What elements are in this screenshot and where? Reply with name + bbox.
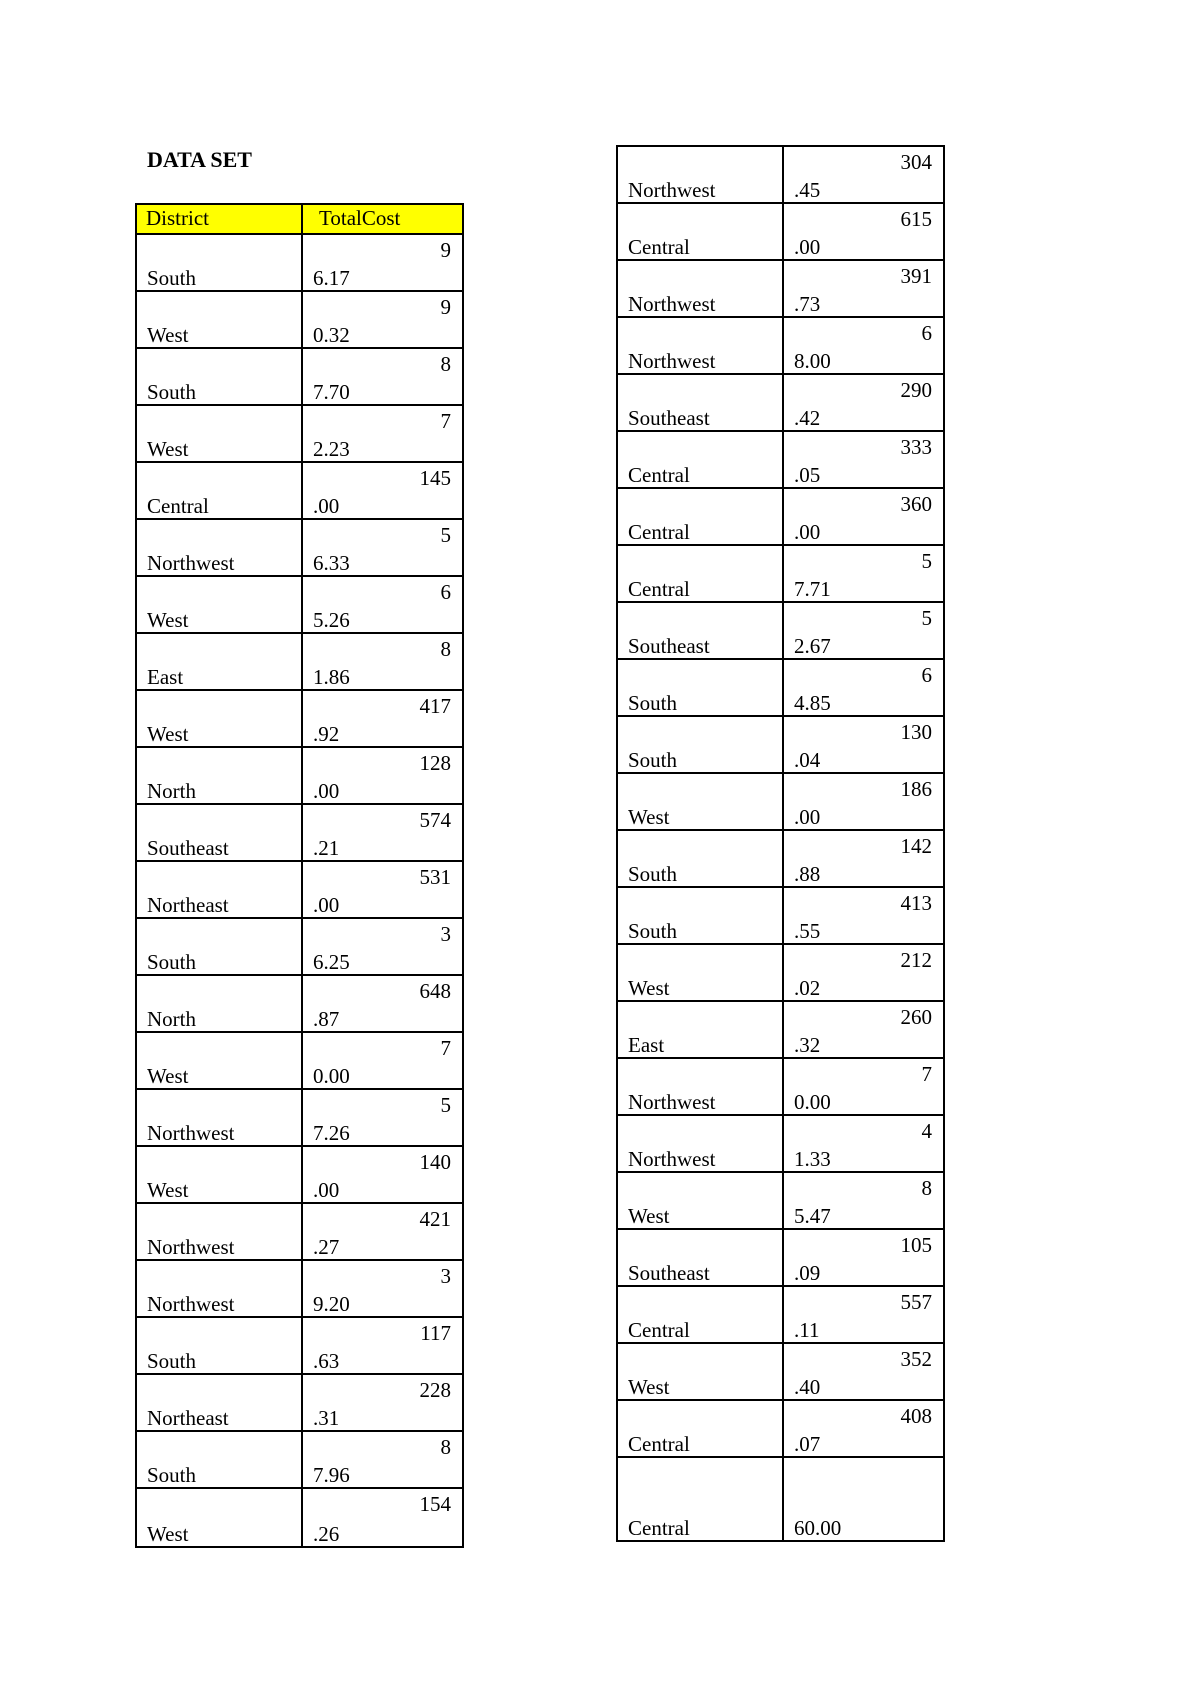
table-row (137, 634, 462, 691)
total-cost-value-upper: 228 (419, 1378, 451, 1402)
header-total-cost: TotalCost (319, 206, 401, 230)
total-cost-cell (784, 204, 943, 259)
total-cost-value-lower: 60.00 (794, 1516, 842, 1540)
total-cost-value-upper: 5 (921, 606, 932, 630)
total-cost-cell (303, 349, 462, 404)
total-cost-value-upper: 8 (440, 352, 451, 376)
table-row (137, 577, 462, 634)
total-cost-value-lower: .00 (313, 893, 340, 917)
total-cost-value-upper: 105 (900, 1233, 932, 1257)
district-label: South (147, 1463, 197, 1487)
total-cost-value-upper: 615 (900, 207, 932, 231)
table-row (618, 1401, 943, 1458)
total-cost-cell (784, 1230, 943, 1285)
total-cost-value-lower: 7.26 (313, 1121, 350, 1145)
district-cell (137, 463, 303, 518)
table-row (618, 1173, 943, 1230)
total-cost-cell (303, 1033, 462, 1088)
total-cost-value-lower: 6.33 (313, 551, 350, 575)
district-label: West (147, 1522, 189, 1546)
district-cell (618, 432, 784, 487)
district-label: West (147, 722, 189, 746)
total-cost-value-lower: .32 (794, 1033, 821, 1057)
district-label: Central (628, 577, 690, 601)
district-label: Northwest (628, 1147, 716, 1171)
district-cell (618, 318, 784, 373)
district-label: West (147, 323, 189, 347)
table-row (137, 520, 462, 577)
district-cell (618, 147, 784, 202)
table-row (137, 1147, 462, 1204)
total-cost-cell (303, 1090, 462, 1145)
district-cell (618, 1287, 784, 1342)
table-row (618, 147, 943, 204)
total-cost-cell (784, 1173, 943, 1228)
total-cost-value-lower: 5.47 (794, 1204, 831, 1228)
total-cost-value-lower: .55 (794, 919, 821, 943)
district-cell (137, 1489, 303, 1546)
district-cell (618, 1401, 784, 1456)
total-cost-value-upper: 413 (900, 891, 932, 915)
total-cost-value-upper: 531 (419, 865, 451, 889)
district-label: West (147, 608, 189, 632)
table-row (137, 349, 462, 406)
total-cost-cell (784, 888, 943, 943)
table-row (137, 292, 462, 349)
table-row (137, 862, 462, 919)
district-cell (137, 1204, 303, 1259)
district-label: West (147, 1064, 189, 1088)
table-row (618, 204, 943, 261)
total-cost-cell (784, 375, 943, 430)
total-cost-cell (784, 1116, 943, 1171)
total-cost-cell (784, 831, 943, 886)
district-label: East (147, 665, 184, 689)
header-district: District (137, 205, 303, 233)
total-cost-cell (784, 717, 943, 772)
total-cost-cell (303, 520, 462, 575)
total-cost-value-lower: .92 (313, 722, 340, 746)
district-cell (618, 1458, 784, 1540)
total-cost-value-lower: .73 (794, 292, 821, 316)
total-cost-value-lower: .63 (313, 1349, 340, 1373)
total-cost-value-lower: .11 (794, 1318, 820, 1342)
data-table-right (616, 145, 945, 1542)
table-row (618, 945, 943, 1002)
total-cost-value-lower: 6.25 (313, 950, 350, 974)
district-label: East (628, 1033, 665, 1057)
table-row (618, 717, 943, 774)
district-cell (618, 546, 784, 601)
total-cost-value-upper: 154 (419, 1492, 451, 1516)
total-cost-value-upper: 4 (921, 1119, 932, 1143)
table-row (618, 603, 943, 660)
district-cell (137, 748, 303, 803)
district-cell (618, 1116, 784, 1171)
district-label: West (628, 1204, 670, 1228)
table-row (137, 1204, 462, 1261)
total-cost-cell (303, 919, 462, 974)
total-cost-cell (784, 546, 943, 601)
total-cost-value-upper: 421 (419, 1207, 451, 1231)
total-cost-value-lower: .00 (313, 1178, 340, 1202)
table-row (618, 1116, 943, 1173)
district-cell (137, 349, 303, 404)
district-label: Central (628, 520, 690, 544)
table-row (137, 1033, 462, 1090)
district-label: Central (147, 494, 209, 518)
district-label: South (628, 748, 678, 772)
district-cell (618, 261, 784, 316)
table-row (618, 375, 943, 432)
district-cell (618, 717, 784, 772)
data-table-left (135, 203, 464, 1548)
table-row (137, 1489, 462, 1546)
total-cost-value-lower: 2.23 (313, 437, 350, 461)
district-cell (618, 1344, 784, 1399)
total-cost-value-lower: 0.00 (794, 1090, 831, 1114)
total-cost-cell (303, 1489, 462, 1546)
district-cell (137, 1432, 303, 1487)
total-cost-value-upper: 260 (900, 1005, 932, 1029)
district-label: Southeast (628, 1261, 710, 1285)
total-cost-value-lower: .42 (794, 406, 821, 430)
total-cost-value-lower: .09 (794, 1261, 821, 1285)
district-cell (618, 1002, 784, 1057)
table-row (618, 489, 943, 546)
district-cell (618, 603, 784, 658)
total-cost-value-lower: .26 (313, 1522, 340, 1546)
total-cost-value-lower: .00 (794, 520, 821, 544)
district-cell (137, 805, 303, 860)
table-row (618, 774, 943, 831)
total-cost-value-upper: 7 (440, 409, 451, 433)
district-label: South (147, 266, 197, 290)
total-cost-cell (303, 1147, 462, 1202)
total-cost-value-lower: .31 (313, 1406, 340, 1430)
total-cost-value-upper: 186 (900, 777, 932, 801)
table-row (137, 1090, 462, 1147)
district-label: South (147, 950, 197, 974)
district-label: Northwest (147, 1235, 235, 1259)
total-cost-value-upper: 304 (900, 150, 932, 174)
district-label: Northwest (628, 292, 716, 316)
total-cost-value-upper: 5 (440, 523, 451, 547)
table-row (137, 691, 462, 748)
district-cell (618, 1230, 784, 1285)
table-row (137, 1318, 462, 1375)
district-label: Southeast (628, 634, 710, 658)
district-cell (618, 888, 784, 943)
total-cost-value-upper: 8 (440, 637, 451, 661)
district-cell (137, 976, 303, 1031)
district-cell (137, 1375, 303, 1430)
total-cost-cell (303, 1261, 462, 1316)
total-cost-cell (303, 1204, 462, 1259)
district-label: Central (628, 1432, 690, 1456)
total-cost-value-lower: .04 (794, 748, 821, 772)
total-cost-value-upper: 3 (440, 922, 451, 946)
table-row (618, 261, 943, 318)
total-cost-value-upper: 8 (440, 1435, 451, 1459)
district-cell (137, 1090, 303, 1145)
total-cost-value-lower: 7.70 (313, 380, 350, 404)
total-cost-value-lower: .00 (794, 805, 821, 829)
total-cost-value-lower: 1.86 (313, 665, 350, 689)
district-cell (618, 204, 784, 259)
total-cost-cell (303, 463, 462, 518)
table-row (137, 805, 462, 862)
total-cost-value-lower: .02 (794, 976, 821, 1000)
total-cost-cell (784, 774, 943, 829)
district-label: Central (628, 463, 690, 487)
total-cost-cell (784, 432, 943, 487)
total-cost-value-lower: .07 (794, 1432, 821, 1456)
total-cost-cell (784, 1344, 943, 1399)
total-cost-value-lower: 6.17 (313, 266, 350, 290)
district-label: Northeast (147, 893, 229, 917)
total-cost-value-upper: 417 (419, 694, 451, 718)
total-cost-cell (784, 660, 943, 715)
district-label: Southeast (628, 406, 710, 430)
total-cost-cell (303, 1318, 462, 1373)
total-cost-value-upper: 3 (440, 1264, 451, 1288)
district-cell (618, 375, 784, 430)
district-label: West (147, 437, 189, 461)
total-cost-value-lower: .21 (313, 836, 340, 860)
district-label: South (628, 919, 678, 943)
total-cost-value-upper: 130 (900, 720, 932, 744)
total-cost-cell (784, 147, 943, 202)
district-cell (137, 520, 303, 575)
total-cost-value-upper: 7 (440, 1036, 451, 1060)
total-cost-value-lower: 0.00 (313, 1064, 350, 1088)
total-cost-cell (303, 406, 462, 461)
total-cost-value-upper: 408 (900, 1404, 932, 1428)
district-cell (618, 660, 784, 715)
total-cost-value-upper: 145 (419, 466, 451, 490)
table-row (618, 318, 943, 375)
table-row (618, 888, 943, 945)
total-cost-value-upper: 117 (420, 1321, 451, 1345)
table-row (618, 660, 943, 717)
table-row (137, 1375, 462, 1432)
total-cost-value-upper: 9 (440, 295, 451, 319)
table-row (137, 976, 462, 1033)
total-cost-cell (303, 235, 462, 290)
district-label: Central (628, 235, 690, 259)
district-label: North (147, 1007, 196, 1031)
total-cost-cell (303, 1375, 462, 1430)
total-cost-value-upper: 5 (921, 549, 932, 573)
total-cost-value-lower: .27 (313, 1235, 340, 1259)
district-cell (137, 862, 303, 917)
total-cost-cell (303, 805, 462, 860)
district-cell (137, 691, 303, 746)
table-row (618, 1059, 943, 1116)
district-cell (618, 945, 784, 1000)
total-cost-cell (784, 318, 943, 373)
total-cost-cell (303, 691, 462, 746)
total-cost-value-lower: 1.33 (794, 1147, 831, 1171)
district-cell (618, 774, 784, 829)
total-cost-value-upper: 6 (921, 321, 932, 345)
district-cell (618, 489, 784, 544)
total-cost-value-lower: .87 (313, 1007, 340, 1031)
total-cost-cell (784, 945, 943, 1000)
total-cost-cell (303, 634, 462, 689)
total-cost-value-upper: 128 (419, 751, 451, 775)
district-cell (137, 577, 303, 632)
total-cost-cell (784, 1401, 943, 1456)
total-cost-cell (784, 1059, 943, 1114)
district-label: West (147, 1178, 189, 1202)
district-cell (137, 292, 303, 347)
total-cost-value-lower: 0.32 (313, 323, 350, 347)
total-cost-cell (784, 1002, 943, 1057)
total-cost-value-upper: 8 (921, 1176, 932, 1200)
total-cost-value-upper: 6 (921, 663, 932, 687)
total-cost-value-lower: .00 (313, 494, 340, 518)
total-cost-value-lower: .00 (794, 235, 821, 259)
district-cell (137, 1261, 303, 1316)
total-cost-value-lower: 5.26 (313, 608, 350, 632)
total-cost-cell (303, 976, 462, 1031)
total-cost-value-upper: 6 (440, 580, 451, 604)
total-cost-cell (784, 261, 943, 316)
table-row (618, 1230, 943, 1287)
total-cost-value-upper: 290 (900, 378, 932, 402)
district-cell (137, 406, 303, 461)
total-cost-value-lower: .45 (794, 178, 821, 202)
district-label: Northwest (628, 349, 716, 373)
total-cost-value-upper: 9 (440, 238, 451, 262)
table-row (137, 406, 462, 463)
total-cost-value-upper: 5 (440, 1093, 451, 1117)
table-row (618, 432, 943, 489)
total-cost-value-upper: 648 (419, 979, 451, 1003)
table-row (618, 1458, 943, 1540)
table-row (618, 1002, 943, 1059)
district-label: Northwest (628, 1090, 716, 1114)
total-cost-value-lower: 8.00 (794, 349, 831, 373)
district-label: South (147, 1349, 197, 1373)
total-cost-cell (303, 292, 462, 347)
total-cost-cell (784, 1458, 943, 1540)
table-row (137, 919, 462, 976)
total-cost-value-lower: 7.71 (794, 577, 831, 601)
district-cell (137, 1318, 303, 1373)
district-label: West (628, 1375, 670, 1399)
district-label: West (628, 805, 670, 829)
table-row (137, 235, 462, 292)
total-cost-value-lower: .05 (794, 463, 821, 487)
table-row (618, 831, 943, 888)
total-cost-value-lower: 7.96 (313, 1463, 350, 1487)
district-label: West (628, 976, 670, 1000)
district-label: Northwest (628, 178, 716, 202)
total-cost-cell (784, 603, 943, 658)
district-label: Northeast (147, 1406, 229, 1430)
total-cost-cell (303, 1432, 462, 1487)
total-cost-cell (784, 489, 943, 544)
district-label: Northwest (147, 1292, 235, 1316)
district-cell (618, 1173, 784, 1228)
district-label: Central (628, 1516, 690, 1540)
district-cell (618, 1059, 784, 1114)
district-cell (137, 634, 303, 689)
district-label: Central (628, 1318, 690, 1342)
table-row (137, 1432, 462, 1489)
district-label: South (628, 862, 678, 886)
table-row (137, 463, 462, 520)
district-label: Southeast (147, 836, 229, 860)
table-header-row (137, 205, 462, 235)
total-cost-value-upper: 360 (900, 492, 932, 516)
total-cost-cell (303, 577, 462, 632)
total-cost-cell (784, 1287, 943, 1342)
district-label: Northwest (147, 1121, 235, 1145)
district-cell (137, 235, 303, 290)
district-label: Northwest (147, 551, 235, 575)
total-cost-value-upper: 140 (419, 1150, 451, 1174)
page-title: DATA SET (147, 147, 252, 172)
total-cost-value-upper: 212 (900, 948, 932, 972)
district-label: South (147, 380, 197, 404)
district-cell (618, 831, 784, 886)
district-label: North (147, 779, 196, 803)
total-cost-value-upper: 352 (900, 1347, 932, 1371)
total-cost-value-upper: 7 (921, 1062, 932, 1086)
total-cost-value-upper: 391 (900, 264, 932, 288)
total-cost-value-lower: .40 (794, 1375, 821, 1399)
table-row (137, 1261, 462, 1318)
district-cell (137, 919, 303, 974)
total-cost-value-lower: .00 (313, 779, 340, 803)
total-cost-cell (303, 862, 462, 917)
total-cost-value-upper: 574 (419, 808, 451, 832)
table-row (137, 748, 462, 805)
district-cell (137, 1033, 303, 1088)
total-cost-value-lower: 4.85 (794, 691, 831, 715)
total-cost-value-upper: 142 (900, 834, 932, 858)
total-cost-value-lower: 9.20 (313, 1292, 350, 1316)
total-cost-value-lower: 2.67 (794, 634, 831, 658)
district-cell (137, 1147, 303, 1202)
district-label: South (628, 691, 678, 715)
table-row (618, 1287, 943, 1344)
total-cost-cell (303, 748, 462, 803)
table-row (618, 546, 943, 603)
table-row (618, 1344, 943, 1401)
total-cost-value-upper: 333 (900, 435, 932, 459)
total-cost-value-lower: .88 (794, 862, 821, 886)
total-cost-value-upper: 557 (900, 1290, 932, 1314)
